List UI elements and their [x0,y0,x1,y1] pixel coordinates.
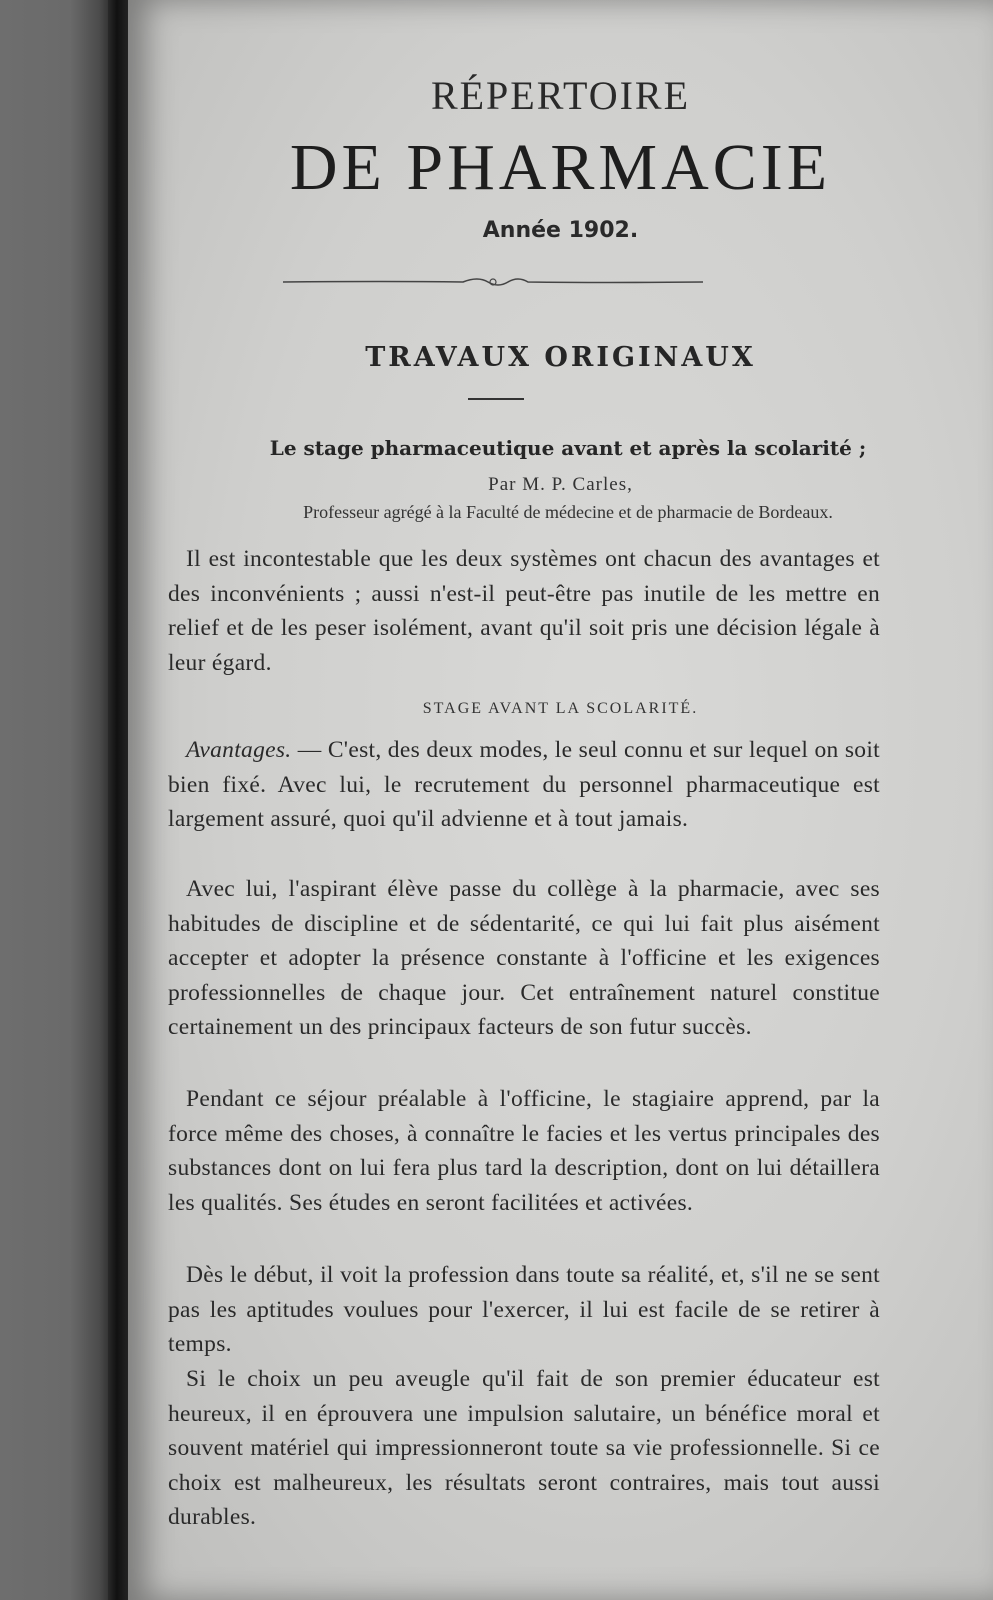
paragraph-advantages [168,733,880,837]
paragraph-intro: Il est incontestable que les deux systèmes ont chacun des avantages et des inconvénients ; aussi n'est-il peut-être pas inutile de les mettre en relief et de les peser isolément, avant qu'il soit pris une décision légale à leur égard. [168,546,880,676]
paragraph-3: Avec lui, l'aspirant élève passe du collège à la pharmacie, avec ses habitudes de discipline et de sédentarité, ce qui lui fait plus aisément accepter et adopter la présence constante à l'officine et les exigences professionnelles de chaque jour. Cet entraînement naturel constitue certainement un des principaux facteurs de son futur succès. [168,876,880,1040]
paragraph-6: Si le choix un peu aveugle qu'il fait de son premier éducateur est heureux, il en éprouvera une impulsion salutaire, un bénéfice moral et souvent matériel qui impressionneront toute sa vie professionnelle. Si ce choix est malheureux, les résultats seront contraires, mais tout aussi durables. [168,1366,880,1530]
article-title: Le stage pharmaceutique avant et après la scolarité ; [269,436,867,460]
book-spine [108,0,130,1600]
advantages-text: — C'est, des deux modes, le seul connu et sur lequel on soit bien fixé. Avec lui, le recrutement du personnel pharmaceutique est largement assuré, quoi qu'il advienne et à tout jamais. [168,737,880,832]
article-byline: Par M. P. Carles, [488,474,633,495]
journal-title-line2: DE PHARMACIE [289,131,832,204]
paragraph-4: Pendant ce séjour préalable à l'officine, le stagiaire apprend, par la force même des choses, à connaître le facies et les vertus principales des substances dont on lui fera plus tard la description, dont on lui détaillera les qualités. Ses études en seront facilitées et activées. [168,1086,880,1216]
section-title: TRAVAUX ORIGINAUX [365,342,756,373]
paragraph-5: Dès le début, il voit la profession dans toute sa réalité, et, s'il ne se sent pas les aptitudes voulues pour l'exercer, il lui est facile de se retirer à temps. [168,1262,880,1357]
author-affiliation: Professeur agrégé à la Faculté de médecine et de pharmacie de Bordeaux. [303,502,833,522]
journal-year: Année 1902. [482,218,639,243]
journal-title-line1: RÉPERTOIRE [430,73,691,118]
section-rule [468,398,524,400]
book-page [128,0,993,1600]
ornament-divider-icon [283,272,703,292]
advantages-label: Avantages. [186,737,292,763]
subheading: STAGE AVANT LA SCOLARITÉ. [422,700,699,717]
